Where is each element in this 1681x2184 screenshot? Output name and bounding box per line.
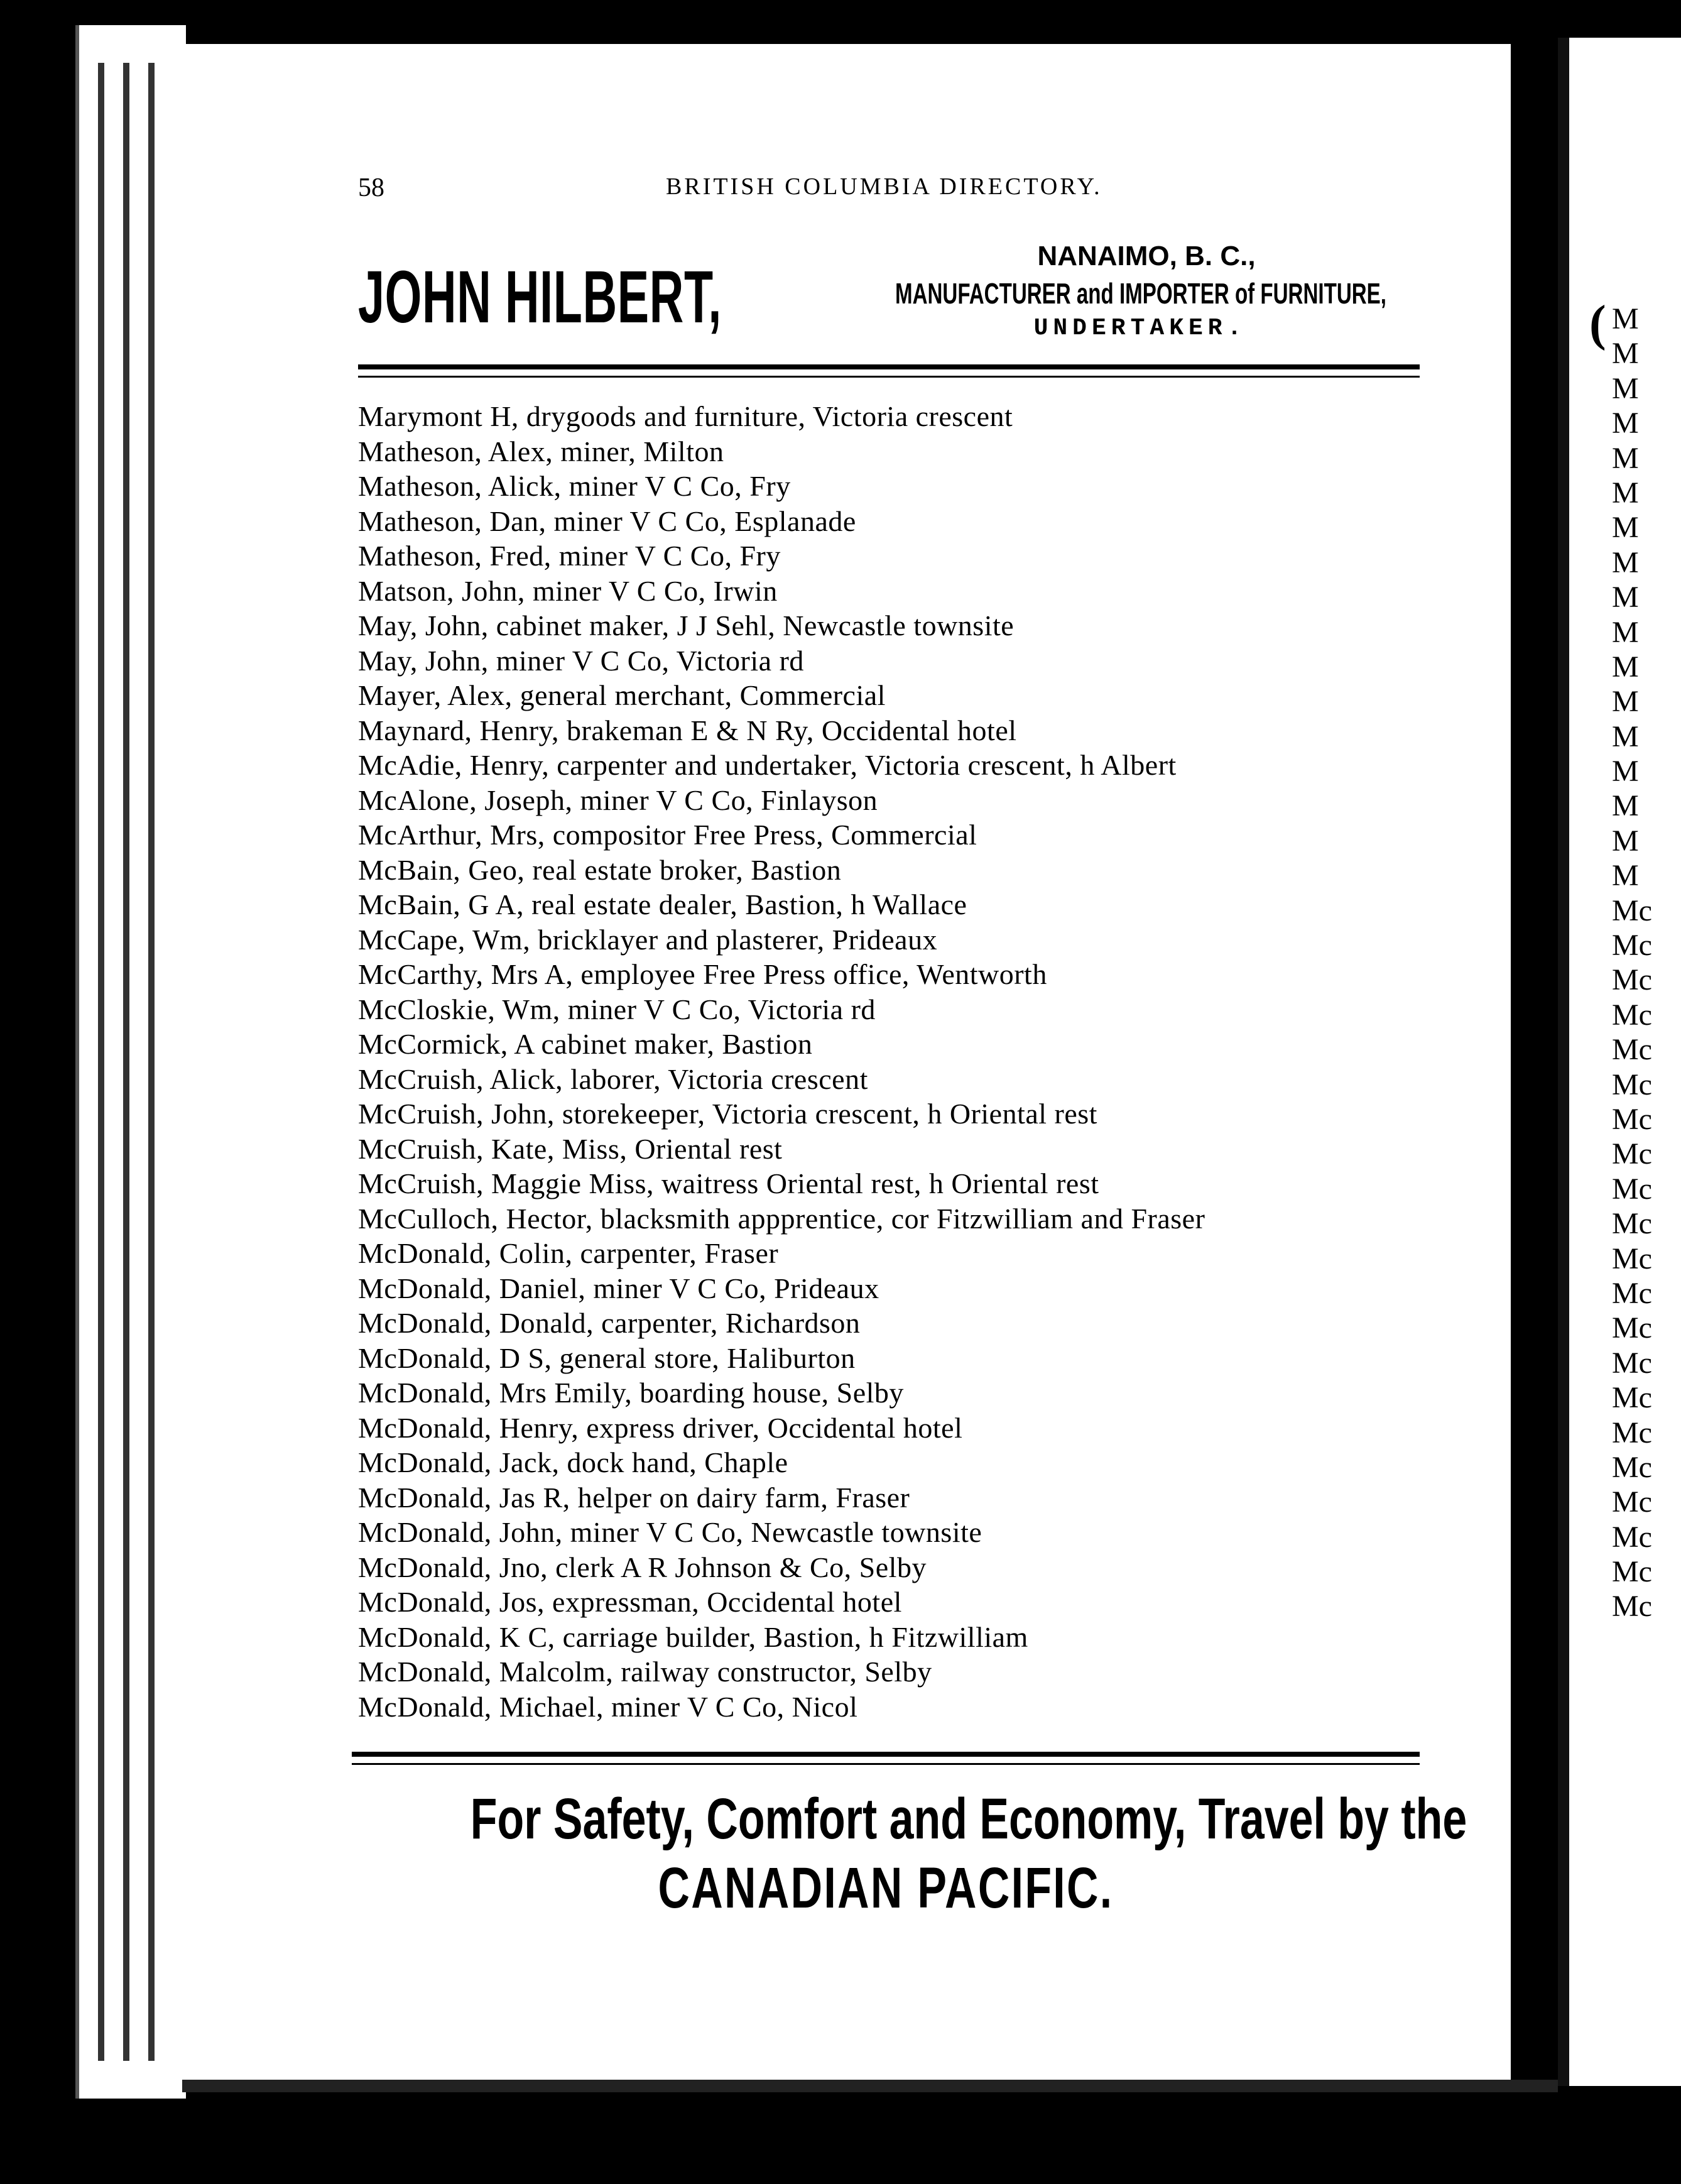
directory-entry: McDonald, Colin, carpenter, Fraser (358, 1237, 779, 1269)
facing-page-entry-fragment: M (1612, 407, 1639, 440)
directory-entry: McDonald, Jos, expressman, Occidental hotel (358, 1586, 902, 1618)
facing-page-entry-fragment: Mc (1612, 998, 1652, 1032)
footer-advertisement (339, 1784, 1467, 1923)
facing-page-cut-entries (1612, 302, 1681, 1624)
directory-entry: Matheson, Dan, miner V C Co, Esplanade (358, 505, 856, 537)
directory-entry: McCape, Wm, bricklayer and plasterer, Prideaux (358, 923, 938, 956)
book-spine (1558, 38, 1569, 2086)
advertiser-trade: MANUFACTURER and IMPORTER of FURNITURE, (895, 277, 1386, 310)
directory-entry: McDonald, K C, carriage builder, Bastion, h Fitzwilliam (358, 1620, 1028, 1653)
directory-entry: McDonald, Daniel, miner V C Co, Prideaux (358, 1272, 879, 1304)
directory-entry: Mayer, Alex, general merchant, Commercial (358, 679, 886, 711)
page-bottom-shadow (182, 2080, 1558, 2092)
directory-entry: McDonald, Henry, express driver, Occidental hotel (358, 1411, 963, 1444)
page-number: 58 (358, 173, 384, 202)
directory-entry: Matheson, Alick, miner V C Co, Fry (358, 470, 791, 502)
facing-page-entry-fragment: Mc (1612, 1172, 1652, 1206)
footer-rule-thin (352, 1763, 1420, 1765)
facing-page-entry-fragment: M (1612, 511, 1639, 545)
directory-entry: Matson, John, miner V C Co, Irwin (358, 574, 778, 607)
facing-page-glyph: ( (1589, 296, 1606, 351)
facing-page-entry-fragment: M (1612, 302, 1639, 336)
facing-page-entry-fragment: Mc (1612, 1242, 1652, 1275)
facing-page-entry-fragment: Mc (1612, 1207, 1652, 1241)
directory-entry: May, John, miner V C Co, Victoria rd (358, 644, 804, 677)
directory-entry: McCloskie, Wm, miner V C Co, Victoria rd (358, 993, 876, 1025)
facing-page-entry-fragment: Mc (1612, 1033, 1652, 1067)
facing-page-entry-fragment: Mc (1612, 1590, 1652, 1624)
header-rule-thin (358, 376, 1420, 378)
running-header (358, 173, 1426, 210)
directory-entry: McBain, G A, real estate dealer, Bastion, h Wallace (358, 888, 967, 920)
directory-entries (358, 399, 1439, 1724)
facing-page-entry-fragment: Mc (1612, 1450, 1652, 1484)
facing-page-entry-fragment: Mc (1612, 1520, 1652, 1554)
directory-entry: McDonald, D S, general store, Haliburton (358, 1341, 856, 1374)
facing-page-entry-fragment: M (1612, 337, 1639, 371)
facing-page-entry-fragment: Mc (1612, 1067, 1652, 1101)
directory-entry: McDonald, Mrs Emily, boarding house, Selby (358, 1377, 904, 1409)
page-edge-line (98, 63, 104, 2061)
header-advertisement (358, 239, 1426, 358)
facing-page-entry-fragment: Mc (1612, 1311, 1652, 1345)
advertiser-city: NANAIMO, B. C., (1037, 241, 1256, 271)
facing-page-entry-fragment: Mc (1612, 1381, 1652, 1415)
facing-page-entry-fragment: Mc (1612, 1485, 1652, 1519)
facing-page-entry-fragment: Mc (1612, 929, 1652, 963)
directory-entry: Marymont H, drygoods and furniture, Victoria crescent (358, 400, 1013, 432)
directory-entry: McDonald, Michael, miner V C Co, Nicol (358, 1690, 858, 1723)
facing-page-entry-fragment: Mc (1612, 1276, 1652, 1310)
facing-page-entry-fragment: M (1612, 581, 1639, 614)
directory-entry: McAdie, Henry, carpenter and undertaker, Victoria crescent, h Albert (358, 749, 1177, 781)
running-title: BRITISH COLUMBIA DIRECTORY. (666, 173, 1102, 200)
directory-entry: McCarthy, Mrs A, employee Free Press office, Wentworth (358, 958, 1047, 990)
facing-page-entry-fragment: Mc (1612, 1102, 1652, 1136)
footer-rule (352, 1752, 1420, 1757)
directory-entry: McDonald, Jno, clerk A R Johnson & Co, Selby (358, 1551, 927, 1583)
facing-page-entry-fragment: M (1612, 719, 1639, 753)
advertiser-name: JOHN HILBERT, (358, 256, 722, 339)
directory-entry: McArthur, Mrs, compositor Free Press, Commercial (358, 819, 977, 851)
facing-page-entry-fragment: M (1612, 441, 1639, 475)
directory-entry: McCruish, Kate, Miss, Oriental rest (358, 1132, 783, 1165)
facing-page-entry-fragment: Mc (1612, 1137, 1652, 1171)
directory-entry: McDonald, Malcolm, railway constructor, Selby (358, 1656, 932, 1688)
facing-page-entry-fragment: M (1612, 789, 1639, 823)
directory-entry: Matheson, Alex, miner, Milton (358, 435, 724, 467)
footer-company: CANADIAN PACIFIC. (658, 1856, 1114, 1920)
directory-entry: McCulloch, Hector, blacksmith appprentice, cor Fitzwilliam and Fraser (358, 1202, 1205, 1235)
facing-page-entry-fragment: M (1612, 685, 1639, 719)
page-stack-edge (75, 25, 186, 2099)
footer-slogan: For Safety, Comfort and Economy, Travel by the (470, 1787, 1467, 1851)
directory-entry: May, John, cabinet maker, J J Sehl, Newcastle townsite (358, 609, 1015, 642)
directory-entry: McCruish, John, storekeeper, Victoria crescent, h Oriental rest (358, 1098, 1097, 1130)
directory-entry: Matheson, Fred, miner V C Co, Fry (358, 540, 781, 572)
directory-entry: McDonald, Jas R, helper on dairy farm, Fraser (358, 1481, 910, 1514)
facing-page-entry-fragment: M (1612, 824, 1639, 858)
facing-page-entry-fragment: Mc (1612, 1346, 1652, 1380)
advertiser-details (807, 239, 1435, 344)
page-edge-line (123, 63, 129, 2061)
directory-entry: McCruish, Alick, laborer, Victoria crescent (358, 1062, 868, 1095)
facing-page-entry-fragment: Mc (1612, 963, 1652, 997)
facing-page-entry-fragment: M (1612, 650, 1639, 684)
directory-entry: McCormick, A cabinet maker, Bastion (358, 1028, 813, 1060)
directory-entry: McCruish, Maggie Miss, waitress Oriental rest, h Oriental rest (358, 1167, 1099, 1199)
directory-entry: McDonald, Jack, dock hand, Chaple (358, 1446, 788, 1478)
facing-page-entry-fragment: M (1612, 755, 1639, 789)
page-edge-line (148, 63, 155, 2061)
header-rule (358, 364, 1420, 369)
facing-page-entry-fragment: M (1612, 859, 1639, 893)
directory-entry: Maynard, Henry, brakeman E & N Ry, Occidental hotel (358, 714, 1017, 746)
facing-page-entry-fragment: M (1612, 476, 1639, 510)
facing-page-entry-fragment: M (1612, 371, 1639, 405)
advertiser-undertaker: UNDERTAKER. (1033, 315, 1247, 342)
directory-entry: McAlone, Joseph, miner V C Co, Finlayson (358, 784, 878, 816)
directory-entry: McDonald, John, miner V C Co, Newcastle townsite (358, 1516, 982, 1548)
directory-entry: McBain, Geo, real estate broker, Bastion (358, 853, 842, 886)
facing-page-entry-fragment: M (1612, 545, 1639, 579)
facing-page-entry-fragment: Mc (1612, 1416, 1652, 1450)
facing-page-entry-fragment: Mc (1612, 893, 1652, 927)
facing-page-entry-fragment: M (1612, 615, 1639, 649)
directory-entry: McDonald, Donald, carpenter, Richardson (358, 1307, 861, 1339)
facing-page-entry-fragment: Mc (1612, 1555, 1652, 1589)
